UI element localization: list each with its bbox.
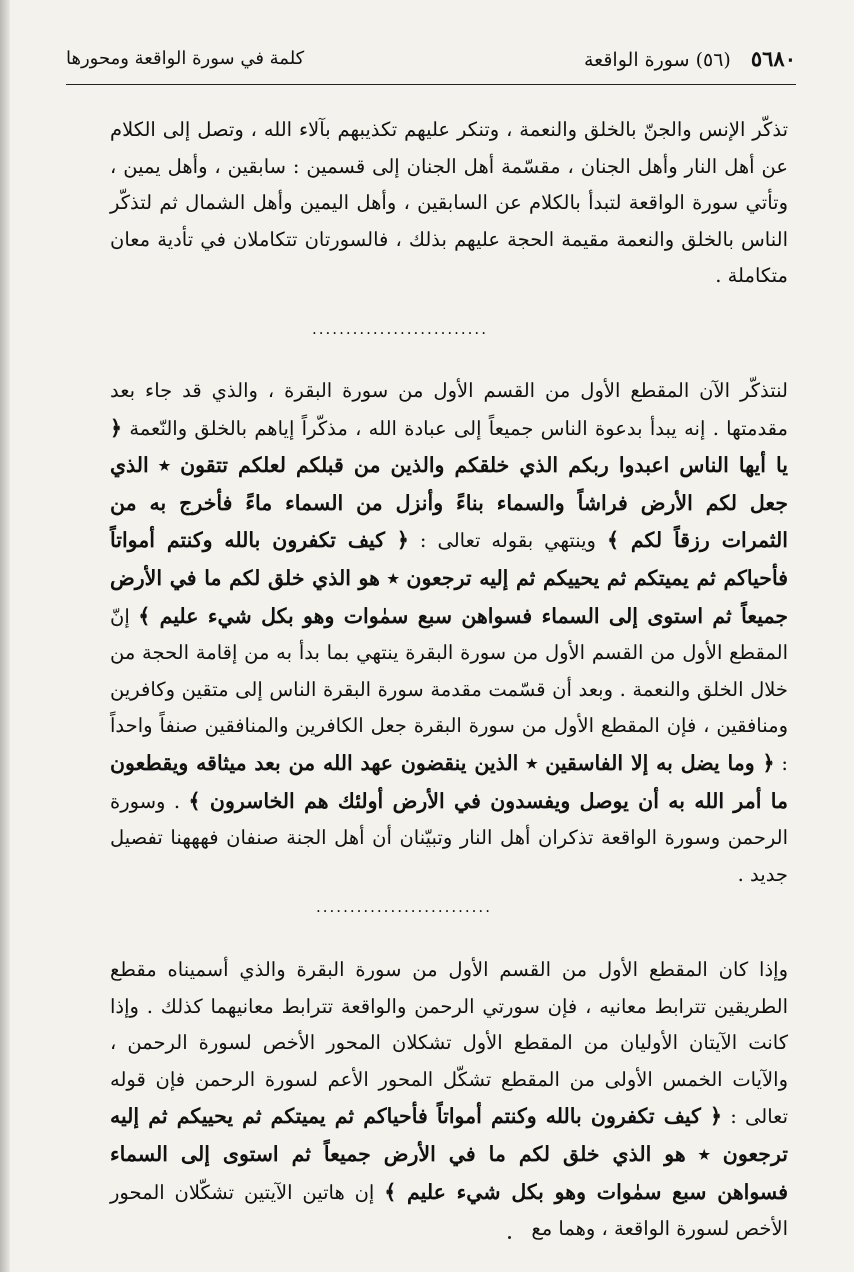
header-page-info bbox=[584, 46, 796, 71]
separator-dots: .......................... bbox=[316, 898, 492, 916]
header-rule bbox=[66, 84, 796, 85]
paragraph-text: وينتهي بقوله تعالى : bbox=[419, 529, 596, 553]
paragraph-1 bbox=[110, 112, 788, 295]
paragraph-text: . وسورة الرحمن وسورة الواقعة تذكران أهل النار وتبيّنان أن أهل الجنة صنفان فهههنا تفصيل جديد . bbox=[110, 789, 788, 886]
page-number: ٥٦٨٠ bbox=[750, 46, 796, 71]
surah-number: (٥٦) bbox=[695, 49, 731, 71]
paragraph-text: إنّ المقطع الأول من القسم الأول من سورة البقرة ينتهي بما بدأ به من إقامة الحجة من خلال الخلق والنعمة . وبعد أن قسّمت مقدمة سورة البقرة الناس إلى متقين وكافرين ومنافقين ، فإن المقطع الأول من سورة البقرة جعل الكافرين والمنافقين صنفاً واحداً : bbox=[110, 604, 788, 775]
paragraph-text: إن هاتين الآيتين تشكّلان المحور الأخص لسورة الواقعة ، وهما مع bbox=[110, 1180, 788, 1241]
paragraph-text: وإذا كان المقطع الأول من القسم الأول من سورة البقرة والذي أسميناه مقطع الطريقين تترابط معانيه ، فإن سورتي الرحمن والواقعة تترابط معانيهما كذلك . وإذا كانت الآيتان الأوليان من المقطع الأول تشكلان المحور الأخص لسورة الرحمن ، والآيات الخمس الأولى من المقطع تشكّل المحور الأعم لسورة الرحمن فإن قوله تعالى : bbox=[110, 958, 788, 1129]
quran-verse: ﴿ كيف تكفرون بالله وكنتم أمواتاً فأحياكم ثم يميتكم ثم يحييكم ثم إليه ترجعون ٭ هو الذي خلق لكم ما في الأرض جميعاً ثم استوى إلى السماء فسواهن سبع سمٰوات وهو بكل شيء عليم ﴾ bbox=[110, 1104, 789, 1204]
section-title: كلمة في سورة الواقعة ومحورها bbox=[66, 48, 305, 69]
paragraph-3 bbox=[110, 952, 788, 1248]
quran-verse: ﴿ يا أيها الناس اعبدوا ربكم الذي خلقكم والذين من قبلكم لعلكم تتقون ٭ الذي جعل لكم الأرض فراشاً والسماء بناءً وأنزل من السماء ماءً فأخرج به من الثمرات رزقاً لكم ﴾ bbox=[110, 415, 789, 553]
quran-verse: ﴿ وما يضل به إلا الفاسقين ٭ الذين ينقضون عهد الله من بعد ميثاقه ويقطعون ما أمر الله به أن يوصل ويفسدون في الأرض أولئك هم الخاسرون ﴾ bbox=[110, 750, 788, 813]
paragraph-text: لنتذكّر الآن المقطع الأول من القسم الأول من سورة البقرة ، والذي قد جاء بعد مقدمتها . إنه يبدأ بدعوة الناس جميعاً إلى عبادة الله ، مذكّراً إياهم بالخلق والنّعمة bbox=[110, 379, 788, 440]
surah-label: سورة الواقعة bbox=[584, 49, 690, 71]
footer-dot bbox=[508, 1236, 511, 1239]
quran-verse: ﴿ كيف تكفرون بالله وكنتم أمواتاً فأحياكم ثم يميتكم ثم يحييكم ثم إليه ترجعون ٭ هو الذي خلق لكم ما في الأرض جميعاً ثم استوى إلى السماء فسواهن سبع سمٰوات وهو بكل شيء عليم ﴾ bbox=[110, 528, 788, 628]
running-header bbox=[66, 44, 796, 84]
paragraph-2 bbox=[110, 373, 788, 893]
paragraph-text: تذكّر الإنس والجنّ بالخلق والنعمة ، وتنكر عليهم تكذيبهم بآلاء الله ، وتصل إلى الكلام عن أهل النار وأهل الجنان ، مقسّمة أهل الجنان إلى قسمين : سابقين ، وأهل يمين ، وتأتي سورة الواقعة لتبدأ بالكلام عن السابقين ، وأهل اليمين وأهل الشمال ثم لتذكّر الناس بالخلق والنعمة مقيمة الحجة عليهم بذلك ، فالسورتان تتكاملان في تأدية معان متكاملة . bbox=[110, 118, 788, 288]
scan-edge bbox=[0, 0, 10, 1272]
separator-dots: .......................... bbox=[312, 320, 488, 338]
